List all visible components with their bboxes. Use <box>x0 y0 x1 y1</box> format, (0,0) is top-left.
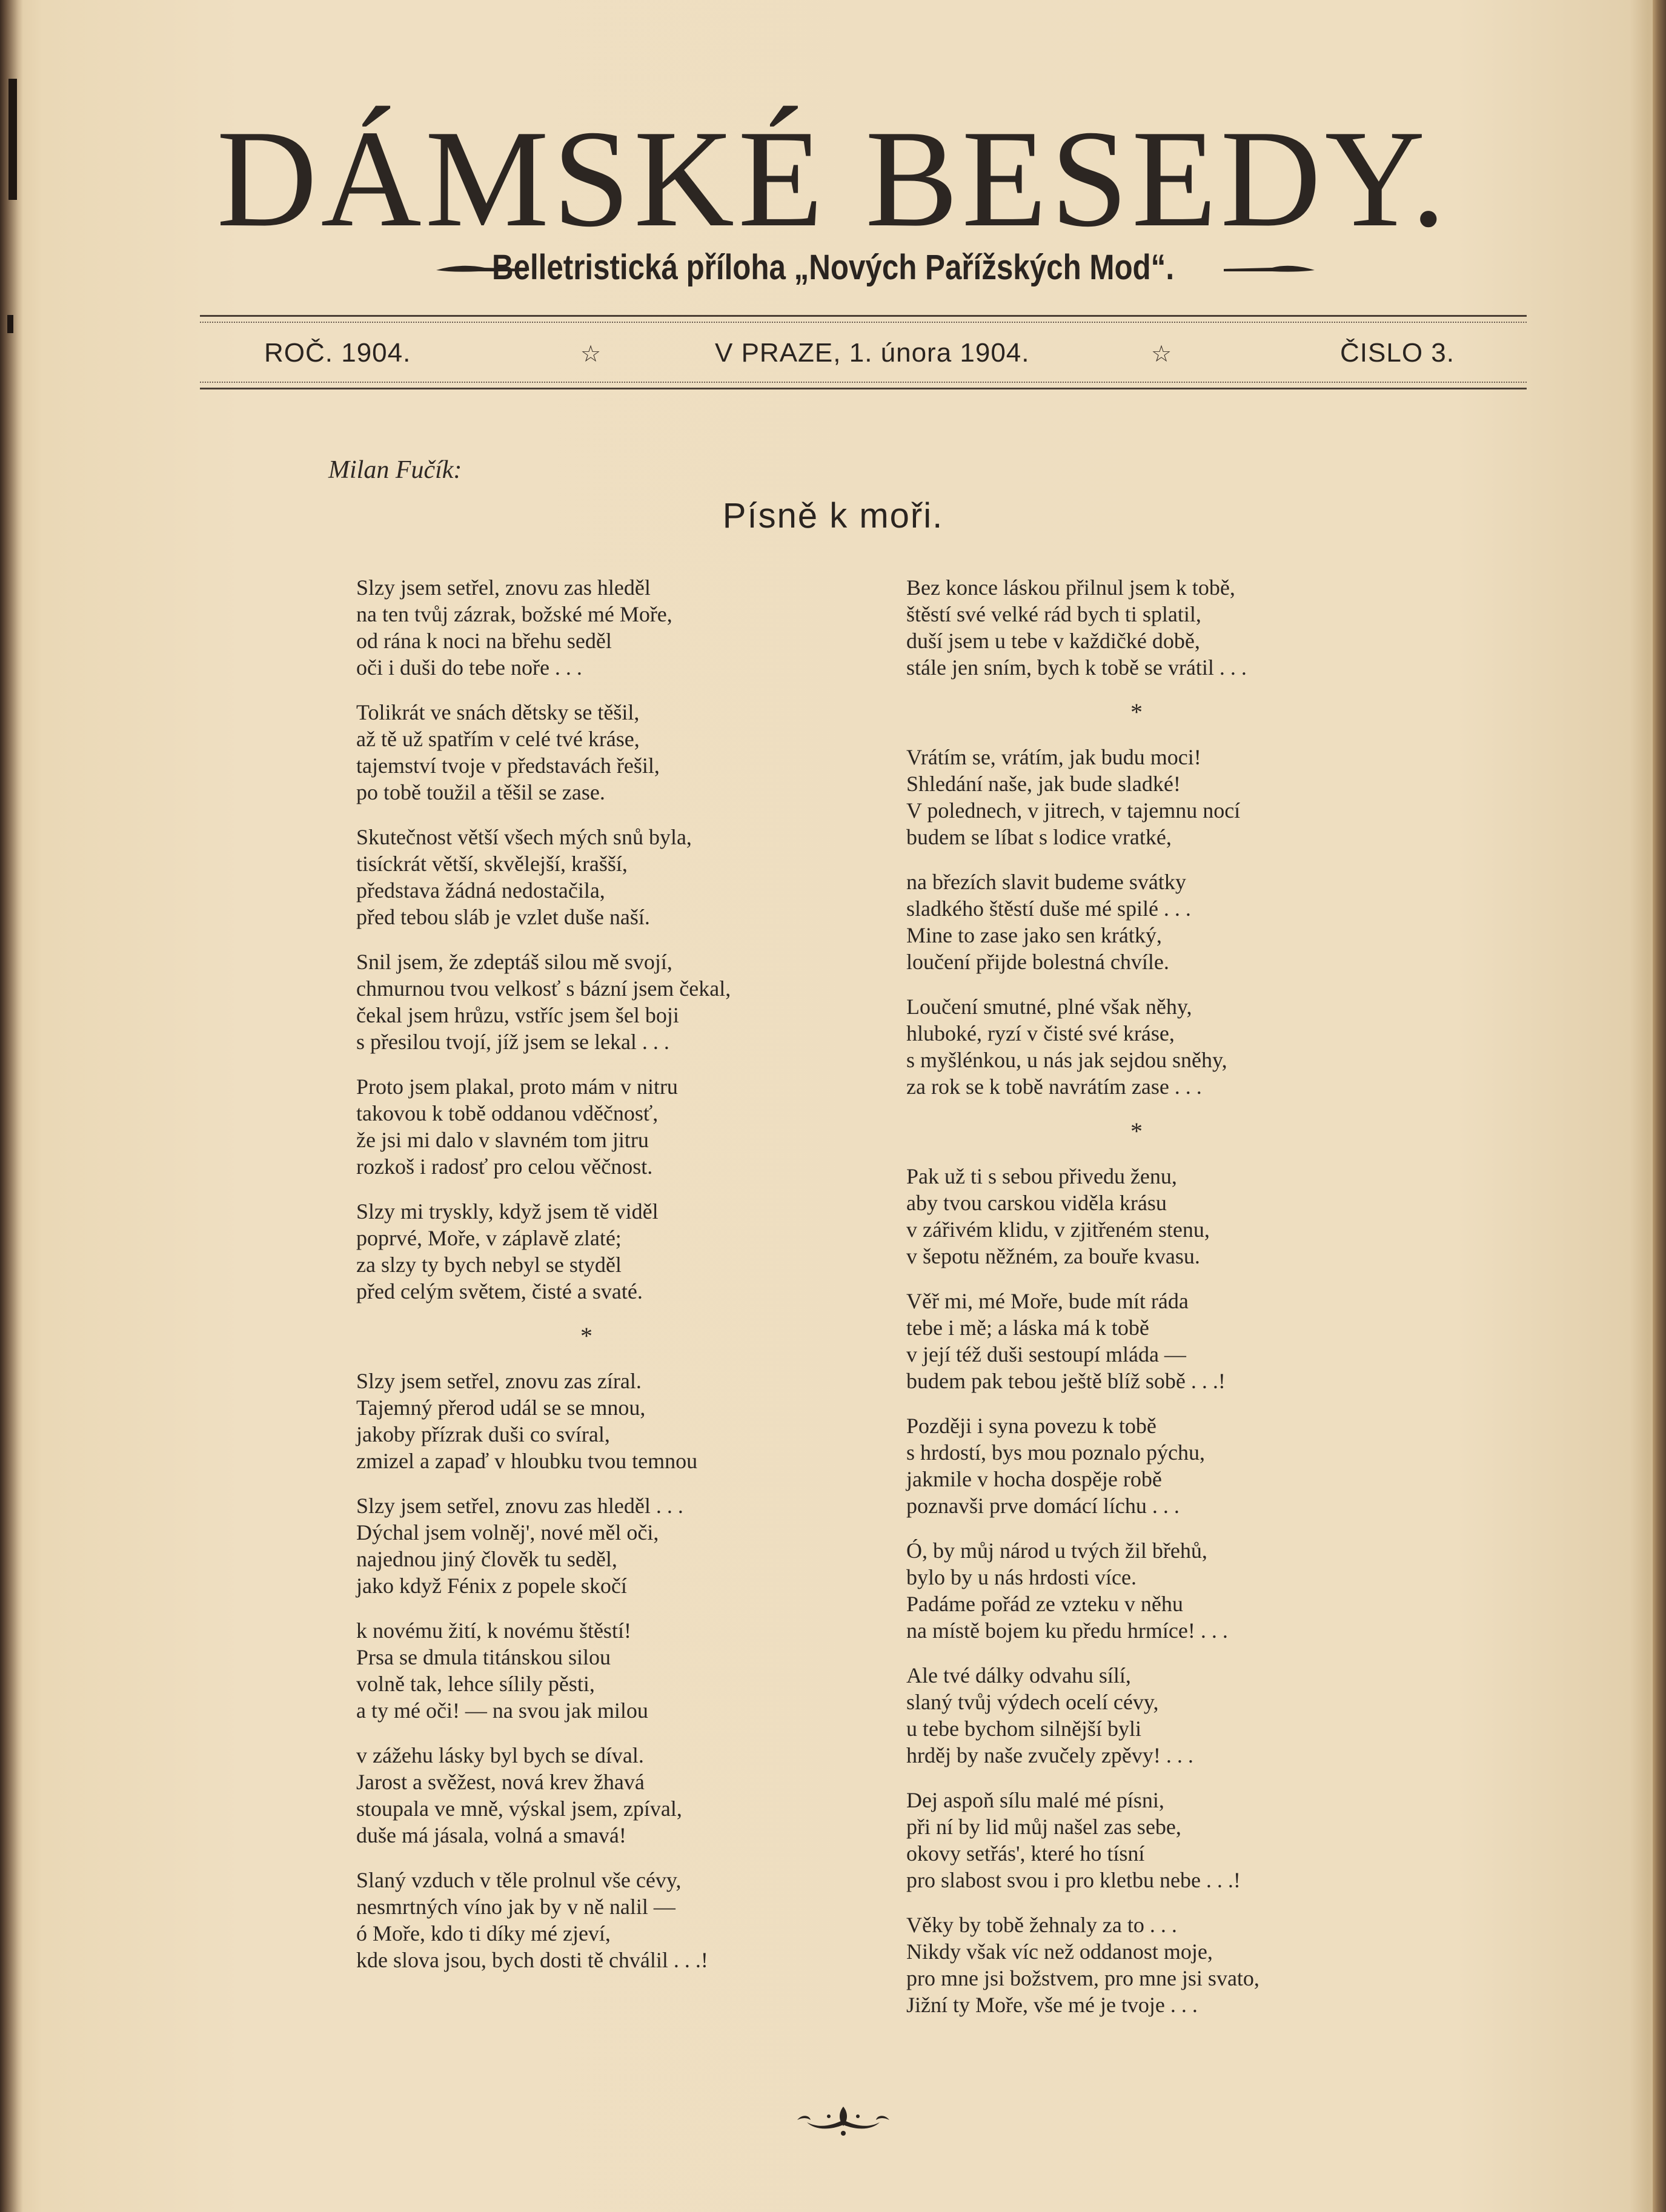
poem-stanza <box>906 1912 1367 2018</box>
poem-column-right <box>906 574 1367 2036</box>
poem-line: bylo by u nás hrdosti více. <box>906 1565 1137 1589</box>
poem-line: Snil jsem, že zdeptáš silou mě svojí, <box>356 950 672 974</box>
poem-line: oči i duši do tebe noře . . . <box>356 655 582 680</box>
issue-number: ČISLO 3. <box>1340 338 1455 368</box>
binding-mark <box>7 315 13 333</box>
poem-line: jako když Fénix z popele skočí <box>356 1574 627 1598</box>
poem-line: Bez konce láskou přilnul jsem k tobě, <box>906 575 1235 600</box>
poem-line: volně tak, lehce sílily pěsti, <box>356 1672 595 1696</box>
poem-line: na místě bojem ku předu hrmíce! . . . <box>906 1618 1228 1643</box>
poem-line: Shledání naše, jak bude sladké! <box>906 772 1181 796</box>
poem-stanza <box>906 993 1367 1100</box>
poem-line: na ten tvůj zázrak, božské mé Moře, <box>356 602 672 626</box>
poem-line: Skutečnost větší všech mých snů byla, <box>356 825 692 849</box>
poem-stanza <box>356 1368 817 1474</box>
poem-line: poprvé, Moře, v záplavě zlaté; <box>356 1226 622 1250</box>
masthead-title: DÁMSKÉ BESEDY. <box>216 101 1450 256</box>
poem-line: čekal jsem hrůzu, vstříc jsem šel boji <box>356 1003 679 1027</box>
author-name: Milan Fučík: <box>328 456 462 484</box>
poem-line: od rána k noci na břehu seděl <box>356 629 612 653</box>
page-edge <box>1653 0 1666 2212</box>
poem-column-left <box>356 574 817 1992</box>
poem-line: tajemství tvoje v představách řešil, <box>356 753 660 778</box>
poem-line: tisíckrát větší, skvělejší, krašší, <box>356 852 628 876</box>
poem-stanza <box>906 1787 1367 1893</box>
poem-line: stoupala ve mně, výskal jsem, zpíval, <box>356 1796 682 1821</box>
poem-stanza <box>356 1617 817 1724</box>
poem-stanza <box>356 1867 817 1973</box>
poem-line: za slzy ty bych nebyl se styděl <box>356 1253 622 1277</box>
poem-stanza <box>356 699 817 806</box>
poem-line: Jižní ty Moře, vše mé je tvoje . . . <box>906 1993 1198 2017</box>
poem-line: Padáme pořád ze vzteku v něhu <box>906 1592 1183 1616</box>
issue-year: ROČ. 1904. <box>264 338 411 368</box>
poem-line: Věky by tobě žehnaly za to . . . <box>906 1913 1177 1937</box>
poem-line: štěstí své velké rád bych ti splatil, <box>906 602 1201 626</box>
poem-line: najednou jiný člověk tu seděl, <box>356 1547 617 1571</box>
poem-line: okovy setřás', které ho tísní <box>906 1841 1145 1866</box>
poem-line: Proto jsem plakal, proto mám v nitru <box>356 1075 678 1099</box>
poem-line: Slzy jsem setřel, znovu zas hleděl . . . <box>356 1494 683 1518</box>
section-separator: * <box>1130 698 1143 726</box>
poem-stanza <box>906 1412 1367 1519</box>
poem-title: Písně k moři. <box>722 496 944 535</box>
poem-line: Slzy mi tryskly, když jsem tě viděl <box>356 1199 659 1224</box>
poem-line: takovou k tobě oddanou vděčnosť, <box>356 1101 659 1125</box>
issue-place-date: V PRAZE, 1. února 1904. <box>715 338 1030 368</box>
poem-line: slaný tvůj výdech ocelí cévy, <box>906 1690 1159 1714</box>
poem-line: Věř mi, mé Moře, bude mít ráda <box>906 1289 1189 1313</box>
poem-line: sladkého štěstí duše mé spilé . . . <box>906 896 1191 921</box>
poem-stanza <box>356 1492 817 1599</box>
poem-line: hluboké, ryzí v čisté své kráse, <box>906 1021 1175 1045</box>
ornament-icon <box>795 2102 892 2138</box>
poem-line: s myšlénkou, u nás jak sejdou sněhy, <box>906 1048 1227 1072</box>
poem-line: a ty mé oči! — na svou jak milou <box>356 1698 648 1723</box>
poem-stanza <box>906 744 1367 850</box>
poem-line: zmizel a zapaď v hloubku tvou temnou <box>356 1449 698 1473</box>
poem-stanza <box>906 574 1367 681</box>
poem-line: stále jen sním, bych k tobě se vrátil . . . <box>906 655 1247 680</box>
poem-line: duše má jásala, volná a smavá! <box>356 1823 626 1847</box>
section-separator: * <box>1130 1118 1143 1145</box>
poem-line: Později i syna povezu k tobě <box>906 1414 1157 1438</box>
poem-line: budem pak tebou ještě blíž sobě . . .! <box>906 1369 1226 1393</box>
header-rule-top <box>200 315 1527 323</box>
poem-line: až tě už spatřím v celé tvé kráse, <box>356 727 640 751</box>
poem-line: Vrátím se, vrátím, jak budu moci! <box>906 745 1201 769</box>
poem-line: Nikdy však víc než oddanost moje, <box>906 1939 1213 1964</box>
poem-line: poznavši prve domácí líchu . . . <box>906 1494 1180 1518</box>
poem-stanza <box>356 824 817 930</box>
poem-line: v zářivém klidu, v zjitřeném stenu, <box>906 1217 1210 1242</box>
poem-line: hrděj by naše zvučely zpěvy! . . . <box>906 1743 1193 1767</box>
poem-line: budem se líbat s lodice vratké, <box>906 825 1172 849</box>
poem-line: Tajemný přerod udál se se mnou, <box>356 1396 646 1420</box>
poem-line: Prsa se dmula titánskou silou <box>356 1645 611 1669</box>
poem-line: při ní by lid můj našel zas sebe, <box>906 1815 1181 1839</box>
poem-line: Slzy jsem setřel, znovu zas hleděl <box>356 575 651 600</box>
poem-stanza <box>906 1662 1367 1769</box>
poem-line: jakoby přízrak duši co svíral, <box>356 1422 610 1446</box>
poem-stanza <box>356 1073 817 1180</box>
poem-line: ó Moře, kdo ti díky mé zjeví, <box>356 1921 611 1945</box>
poem-line: duší jsem u tebe v každičké době, <box>906 629 1200 653</box>
poem-line: pro slabost svou i pro kletbu nebe . . .! <box>906 1868 1241 1892</box>
masthead-subtitle: Belletristická příloha „Nových Pařížských Mod“. <box>491 248 1175 287</box>
poem-line: nesmrtných víno jak by v ně nalil — <box>356 1895 675 1919</box>
poem-line: v její též duši sestoupí mláda — <box>906 1342 1186 1366</box>
poem-line: Pak už ti s sebou přivedu ženu, <box>906 1164 1177 1188</box>
poem-stanza <box>356 574 817 681</box>
poem-line: pro mne jsi božstvem, pro mne jsi svato, <box>906 1966 1259 1990</box>
poem-line: Tolikrát ve snách dětsky se těšil, <box>356 700 640 724</box>
poem-line: Ale tvé dálky odvahu sílí, <box>906 1663 1131 1687</box>
poem-line: představa žádná nedostačila, <box>356 878 605 902</box>
poem-line: Slzy jsem setřel, znovu zas zíral. <box>356 1369 642 1393</box>
poem-line: po tobě toužil a těšil se zase. <box>356 780 605 804</box>
poem-line: aby tvou carskou viděla krásu <box>906 1191 1167 1215</box>
poem-line: tebe i mě; a láska má k tobě <box>906 1316 1149 1340</box>
section-separator: * <box>580 1322 592 1349</box>
poem-line: s přesilou tvojí, jíž jsem se lekal . . . <box>356 1030 669 1054</box>
poem-line: Dýchal jsem volněj', nové měl oči, <box>356 1520 659 1545</box>
header-rule-bottom <box>200 382 1527 389</box>
poem-line: Slaný vzduch v těle prolnul vše cévy, <box>356 1868 682 1892</box>
poem-line: chmurnou tvou velkosť s bázní jsem čekal, <box>356 976 731 1001</box>
poem-line: Ó, by můj národ u tvých žil břehů, <box>906 1538 1207 1563</box>
poem-stanza <box>906 869 1367 975</box>
poem-line: Dej aspoň sílu malé mé písni, <box>906 1788 1164 1812</box>
poem-stanza <box>356 1742 817 1849</box>
star-separator-icon: ☆ <box>580 342 602 367</box>
star-separator-icon: ☆ <box>1151 342 1172 367</box>
poem-line: že jsi mi dalo v slavném tom jitru <box>356 1128 649 1152</box>
poem-line: v šepotu něžném, za bouře kvasu. <box>906 1244 1200 1268</box>
poem-stanza <box>906 1537 1367 1644</box>
poem-line: u tebe bychom silnější byli <box>906 1717 1141 1741</box>
poem-line: jakmile v hocha dospěje robě <box>906 1467 1162 1491</box>
poem-line: loučení přijde bolestná chvíle. <box>906 950 1169 974</box>
poem-line: kde slova jsou, bych dosti tě chválil . . .! <box>356 1948 708 1972</box>
poem-line: na březích slavit budeme svátky <box>906 870 1186 894</box>
poem-stanza <box>906 1288 1367 1394</box>
poem-line: Jarost a svěžest, nová krev žhavá <box>356 1770 645 1794</box>
poem-line: V polednech, v jitrech, v tajemnu nocí <box>906 798 1241 823</box>
poem-line: Mine to zase jako sen krátký, <box>906 923 1162 947</box>
poem-stanza <box>356 949 817 1055</box>
poem-stanza <box>356 1198 817 1305</box>
poem-line: před tebou sláb je vzlet duše naší. <box>356 905 650 929</box>
poem-line: za rok se k tobě navrátím zase . . . <box>906 1075 1202 1099</box>
poem-line: s hrdostí, bys mou poznalo pýchu, <box>906 1440 1205 1465</box>
poem-line: rozkoš i radosť pro celou věčnost. <box>356 1154 653 1179</box>
poem-line: před celým světem, čisté a svaté. <box>356 1279 643 1303</box>
poem-line: v zážehu lásky byl bych se díval. <box>356 1743 644 1767</box>
poem-stanza <box>906 1163 1367 1270</box>
poem-line: Loučení smutné, plné však něhy, <box>906 995 1192 1019</box>
poem-line: k novému žití, k novému štěstí! <box>356 1618 631 1643</box>
swash-right-icon <box>1224 262 1315 274</box>
